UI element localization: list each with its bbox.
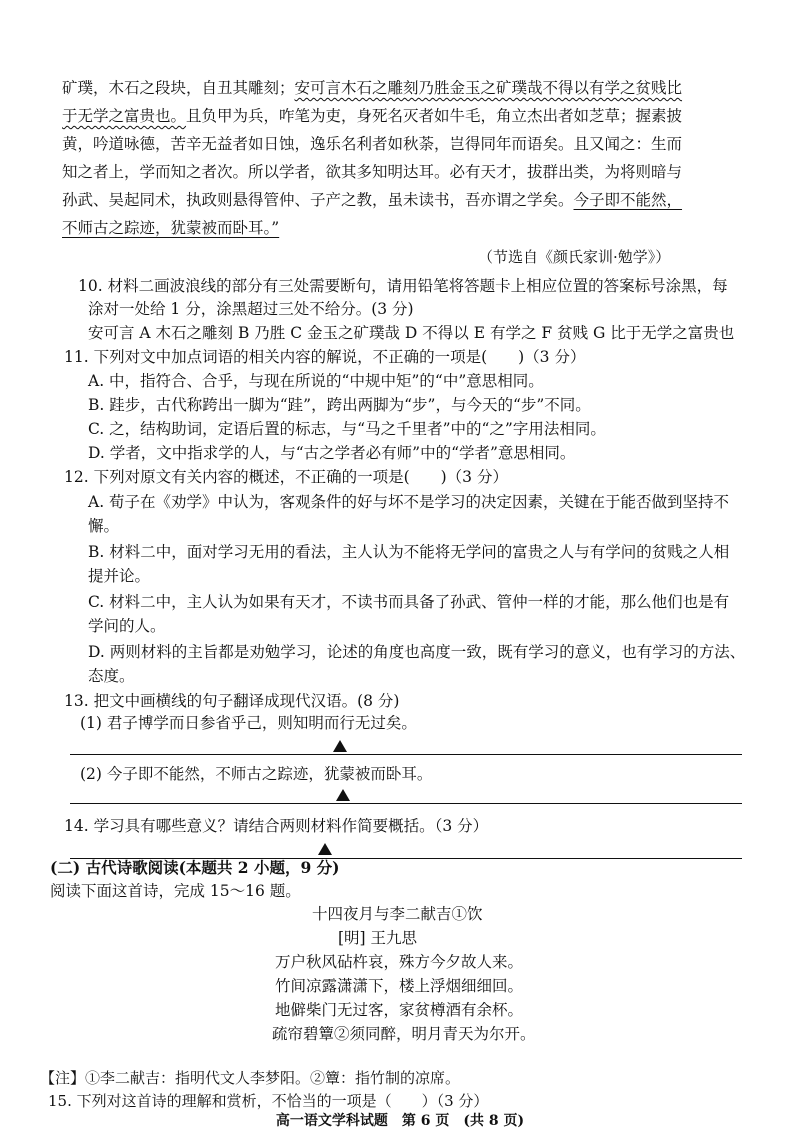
q12-option-c-line-1: C. 材料二中，主人认为如果有天才，不读书而具备了孙武、管仲一样的才能，那么他们也是有 <box>88 593 730 611</box>
q11-option-a: A. 中，指符合、合乎，与现在所说的“中规中矩”的“中”意思相同。 <box>88 372 544 390</box>
underlined-sentence: 不师古之踪迹，犹蒙被而卧耳。” <box>62 219 280 237</box>
poem-verse-4: 疏帘碧簟②须同醉，明月青天为尔开。 <box>272 1025 536 1043</box>
q10-stem-line-2: 涂对一处给 1 分，涂黑超过三处不给分。(3 分) <box>88 300 414 318</box>
poem-verse-3: 地僻柴门无过客，家贫樽酒有余杯。 <box>275 1001 524 1019</box>
q13-stem: 13. 把文中画横线的句子翻译成现代汉语。(8 分) <box>64 692 400 710</box>
passage-source: （节选自《颜氏家训·勉学》） <box>478 248 671 266</box>
poem-verse-2: 竹间凉露潇潇下，楼上浮烟细细回。 <box>275 977 524 995</box>
answer-line <box>70 754 742 755</box>
passage-line-4: 知之者上，学而知之者次。所以学者，欲其多知明达耳。必有天才，拔群出类，为将则暗与 <box>62 163 683 181</box>
q15-stem: 15. 下列对这首诗的理解和赏析，不恰当的一项是（ ）（3 分） <box>48 1092 489 1110</box>
passage-line-5 <box>62 189 682 211</box>
page-footer: 高一语文学科试题 第 6 页 (共 8 页) <box>275 1113 525 1129</box>
poem-note: 【注】①李二献吉：指明代文人李梦阳。②簟：指竹制的凉席。 <box>40 1069 461 1087</box>
q12-option-c-line-2: 学问的人。 <box>88 617 166 635</box>
q14-stem: 14. 学习具有哪些意义？请结合两则材料作简要概括。（3 分） <box>64 817 489 835</box>
passage-line-3: 黄，吟道咏德，苦辛无益者如日蚀，逸乐名利者如秋荼，岂得同年而语矣。且又闻之：生而 <box>62 135 683 153</box>
passage-line-2 <box>62 105 682 127</box>
wavy-underlined-text: 于无学之富贵也。 <box>62 107 187 125</box>
answer-triangle-icon <box>333 740 347 752</box>
poetry-instruction: 阅读下面这首诗，完成 15～16 题。 <box>50 882 301 900</box>
q11-option-b: B. 跬步，古代称跨出一脚为“跬”，跨出两脚为“步”，与今天的“步”不同。 <box>88 396 591 414</box>
answer-line <box>70 803 742 804</box>
q13-sentence-1: (1) 君子博学而日参省乎己，则知明而行无过矣。 <box>80 714 417 732</box>
passage-line-1 <box>62 77 682 99</box>
q12-option-b-line-1: B. 材料二中，面对学习无用的看法，主人认为不能将无学问的富贵之人与有学问的贫贱之人相 <box>88 543 730 561</box>
wavy-underlined-text: 安可言木石之雕刻乃胜金玉之矿璞哉不得以有学之贫贱比 <box>294 79 683 97</box>
q12-option-d-line-1: D. 两则材料的主旨都是劝勉学习，论述的角度也高度一致，既有学习的意义，也有学习的方法、 <box>88 643 746 661</box>
q10-options: 安可言 A 木石之雕刻 B 乃胜 C 金玉之矿璞哉 D 不得以 E 有学之 F 贫贱 G 比于无学之富贵也 <box>88 324 735 342</box>
poem-title: 十四夜月与李二献吉①饮 <box>312 905 483 923</box>
q13-sentence-2: (2) 今子即不能然，不师古之踪迹，犹蒙被而卧耳。 <box>80 765 433 783</box>
answer-triangle-icon <box>318 843 332 855</box>
q11-option-c: C. 之，结构助词，定语后置的标志，与“马之千里者”中的“之”字用法相同。 <box>88 420 606 438</box>
section-title: (二) 古代诗歌阅读(本题共 2 小题，9 分) <box>50 858 340 877</box>
answer-triangle-icon <box>336 789 350 801</box>
passage-text: 且负甲为兵，咋笔为吏，身死名灭者如牛毛，角立杰出者如芝草；握素披 <box>186 107 683 125</box>
q11-option-d: D. 学者，文中指求学的人，与“古之学者必有师”中的“学者”意思相同。 <box>88 444 576 462</box>
q12-option-b-line-2: 提并论。 <box>88 567 151 585</box>
underlined-sentence: 今子即不能然， <box>573 191 683 209</box>
q11-stem: 11. 下列对文中加点词语的相关内容的解说，不正确的一项是( )（3 分） <box>64 348 586 366</box>
q12-option-a-line-1: A. 荀子在《劝学》中认为，客观条件的好与坏不是学习的决定因素，关键在于能否做到坚持不 <box>88 493 730 511</box>
q12-option-a-line-2: 懈。 <box>88 517 120 535</box>
q12-option-d-line-2: 态度。 <box>88 667 135 685</box>
passage-line-6 <box>62 217 279 239</box>
passage-text: 矿璞，木石之段块，自丑其雕刻； <box>62 79 295 97</box>
q12-stem: 12. 下列对原文有关内容的概述，不正确的一项是( )（3 分） <box>64 468 508 486</box>
q10-stem-line-1: 10. 材料二画波浪线的部分有三处需要断句，请用铅笔将答题卡上相应位置的答案标号涂黑，每 <box>78 277 728 295</box>
poem-author: [明] 王九思 <box>338 929 418 947</box>
poem-verse-1: 万户秋风砧杵哀，殊方今夕故人来。 <box>275 953 524 971</box>
passage-text: 孙武、吴起同术，执政则悬得管仲、子产之教，虽未读书，吾亦谓之学矣。 <box>62 191 574 209</box>
